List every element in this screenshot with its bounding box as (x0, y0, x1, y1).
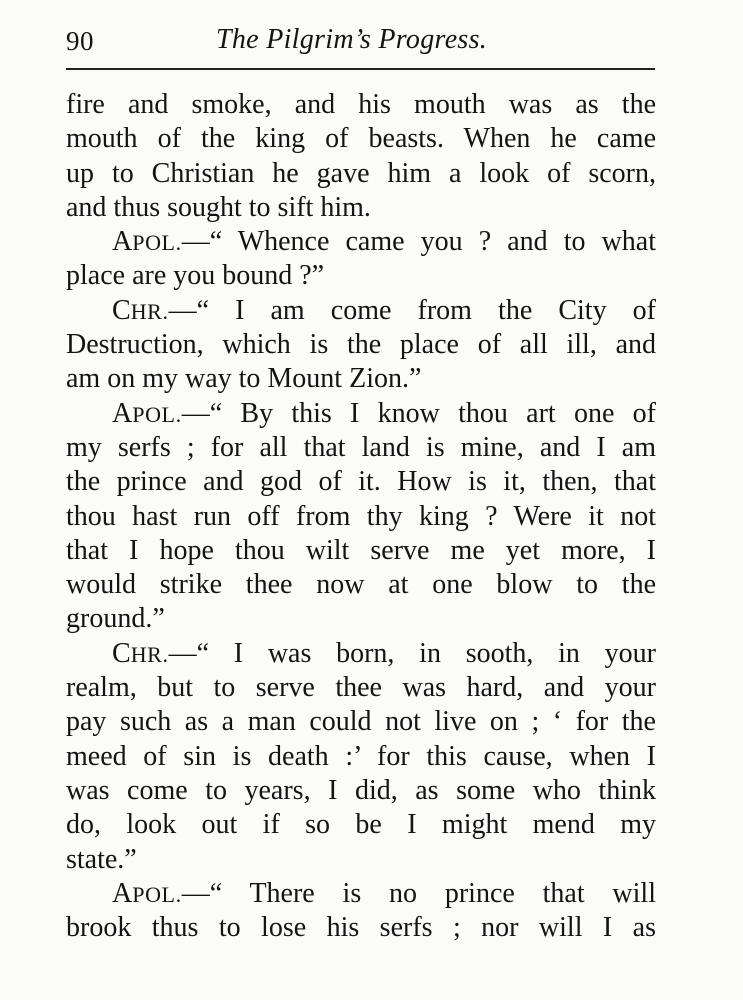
dialogue-line: APOL.—“ By this I know thou art one of (112, 397, 656, 429)
dialogue-line: APOL.—“ Whence came you ? and to what (112, 226, 656, 258)
text-line: realm, but to serve thee was hard, and your (66, 672, 656, 704)
speaker-label: APOL. (112, 397, 182, 429)
dialogue-line: CHR.—“ I was born, in sooth, in your (112, 637, 656, 669)
text-line: pay such as a man could not live on ; ‘ for the (66, 706, 656, 738)
text-line: Destruction, which is the place of all ill, and (66, 329, 656, 361)
text-line: my serfs ; for all that land is mine, and I am (66, 431, 656, 463)
speaker-label: CHR. (112, 294, 169, 326)
text-line: that I hope thou wilt serve me yet more, I (66, 534, 656, 566)
text-line: state.” (66, 843, 137, 875)
body-text (66, 88, 656, 945)
text-line: place are you bound ?” (66, 260, 325, 292)
text-line: meed of sin is death :’ for this cause, when I (66, 740, 656, 772)
text-line: was come to years, I did, as some who think (66, 774, 656, 806)
text-line: would strike thee now at one blow to the (66, 569, 656, 601)
speaker-label: APOL. (112, 226, 182, 258)
dialogue-line: CHR.—“ I am come from the City of (112, 294, 656, 326)
dialogue-line: APOL.—“ There is no prince that will (112, 877, 656, 909)
text-line: brook thus to lose his serfs ; nor will I as (66, 912, 656, 944)
running-title: The Pilgrim’s Progress. (216, 24, 488, 55)
header-rule (66, 68, 655, 70)
speaker-label: APOL. (112, 877, 182, 909)
text-line: am on my way to Mount Zion.” (66, 363, 422, 395)
text-line: mouth of the king of beasts. When he came (66, 123, 656, 155)
text-line: ground.” (66, 603, 165, 635)
text-line: the prince and god of it. How is it, then, that (66, 466, 656, 498)
page-header (66, 22, 654, 66)
text-line: up to Christian he gave him a look of scorn, (66, 157, 656, 189)
text-line: fire and smoke, and his mouth was as the (66, 89, 656, 120)
text-line: do, look out if so be I might mend my (66, 809, 656, 841)
text-line: thou hast run off from thy king ? Were it not (66, 500, 656, 532)
page-number: 90 (66, 26, 94, 56)
speaker-label: CHR. (112, 637, 169, 669)
text-line: and thus sought to sift him. (66, 191, 371, 223)
